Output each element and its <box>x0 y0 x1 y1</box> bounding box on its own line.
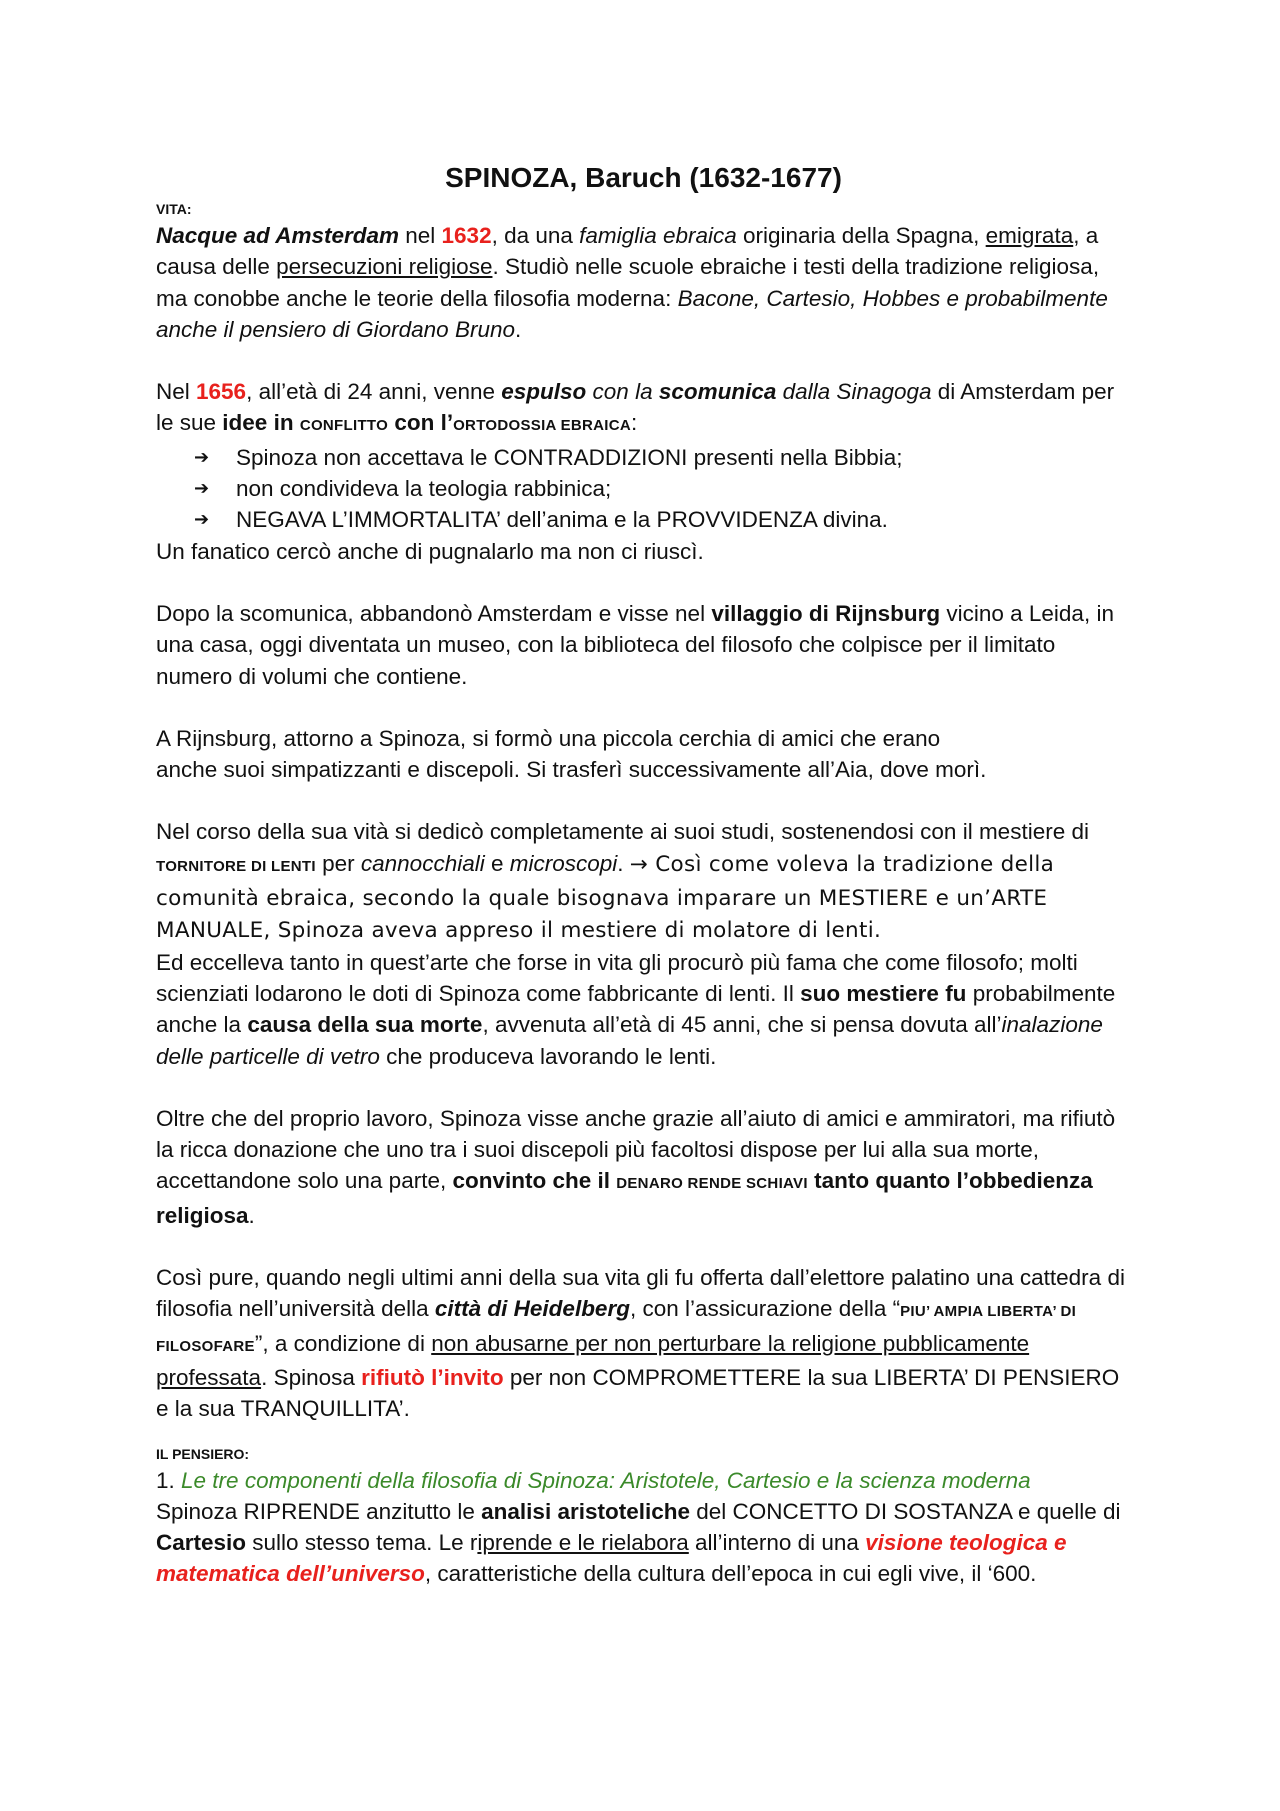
text-span: , con l’assicurazione della “ <box>629 1296 901 1322</box>
refusal-text: rifiutò l’invito <box>361 1364 504 1390</box>
text-span: ”, a condizione di <box>254 1330 432 1356</box>
paragraph-circle <box>156 723 1131 786</box>
text-span: che produceva lavorando le lenti. <box>379 1043 717 1069</box>
text-span: nel <box>399 223 442 248</box>
lens-maker-text: TORNITORE DI LENTI <box>156 857 316 875</box>
ideas-text: idee in <box>222 410 300 436</box>
money-text: DENARO RENDE SCHIAVI <box>616 1175 808 1193</box>
text-span: per <box>315 850 361 876</box>
profession-text: suo mestiere fu <box>800 980 967 1006</box>
text-span: : <box>631 410 638 436</box>
conflict-text: CONFLITTO <box>299 417 389 435</box>
text-span: del CONCETTO DI SOSTANZA e quelle di <box>690 1498 1121 1524</box>
rework-text: iprende e le rielabora <box>477 1530 689 1556</box>
arrow-icon: ➔ <box>194 446 210 468</box>
orthodoxy-text: ORTODOSSIA EBRAICA <box>453 417 632 435</box>
text-span: all’interno di una <box>688 1530 866 1556</box>
emigrata-text: emigrata <box>985 223 1074 248</box>
text-span: . <box>617 850 630 876</box>
glass-particles-text: inalazione delle particelle di vetro <box>156 1012 1103 1069</box>
text-span: anche suoi simpatizzanti e discepoli. Si trasferì successivamente all’Aia, dove morì. <box>156 757 987 783</box>
text-span: Ed eccelleva tanto in quest’arte che forse in vita gli procurò più fama che come filosofo; molti scienziati lodarono le doti di Spinoza come fabbricante di lenti. Il <box>156 949 1078 1006</box>
text-span: di Amsterdam per le sue <box>156 379 1115 436</box>
text-span: , da una <box>491 223 580 248</box>
arrow-icon: ➔ <box>194 478 210 500</box>
descartes-text: Cartesio <box>156 1530 247 1556</box>
text-span: , a causa delle <box>156 223 1099 280</box>
paragraph-lens-maker <box>156 816 1131 946</box>
spacer <box>156 1231 1131 1262</box>
text-span: Dopo la scomunica, abbandonò Amsterdam e visse nel <box>156 600 712 626</box>
paragraph-fame <box>156 947 1131 1072</box>
text-span: . Studiò nelle scuole ebraiche i testi della tradizione religiosa, ma conobbe anche le teorie della filosofia moderna: <box>156 254 1100 311</box>
birth-year: 1632 <box>441 223 492 248</box>
text-span: Nel corso della sua vità si dedicò completamente ai suoi studi, sostenendosi con il mestiere di <box>156 819 1089 845</box>
text-span: . Spinosa <box>261 1364 362 1390</box>
text-span: A Rijnsburg, attorno a Spinoza, si formò una piccola cerchia di amici che erano <box>156 725 941 751</box>
synagogue-text: dalla Sinagoga <box>776 379 932 405</box>
list-item <box>194 504 1131 535</box>
arrow-icon: ➔ <box>194 509 210 531</box>
paragraph-birth <box>156 220 1131 345</box>
text-span: con la <box>586 379 659 405</box>
spacer <box>156 785 1131 816</box>
text-span: . <box>514 316 522 342</box>
paragraph-heidelberg <box>156 1262 1131 1424</box>
philosophers-text: Bacone, Cartesio, Hobbes e probabilmente anche il pensiero di Giordano Bruno <box>156 285 1108 342</box>
text-span: e <box>484 850 510 876</box>
aristotle-text: analisi aristoteliche <box>481 1498 690 1524</box>
text-span: con l’ <box>388 410 454 436</box>
section-label-pensiero: IL PENSIERO: <box>156 1445 250 1462</box>
spacer <box>156 1072 1131 1103</box>
text-span: . <box>248 1202 255 1228</box>
document-body <box>156 158 1131 1590</box>
text-span: , avvenuta all’età di 45 anni, che si pensa dovuta all’ <box>482 1012 1002 1038</box>
telescopes-text: cannocchiali <box>360 850 485 876</box>
conviction-text: convinto che il <box>452 1168 617 1194</box>
freedom-text: PIU’ AMPIA LIBERTA’ DI FILOSOFARE <box>156 1303 1077 1355</box>
list-item-text: Spinoza non accettava le CONTRADDIZIONI presenti nella Bibbia; <box>236 444 903 470</box>
text-span: sullo stesso tema. Le r <box>246 1530 478 1556</box>
paragraph-excommunication <box>156 376 1131 442</box>
text-span: Oltre che del proprio lavoro, Spinoza visse anche grazie all’aiuto di amici e ammiratori, ma rifiutò la ricca donazione che uno tra i suoi discepoli più facoltosi dispose per lui alla sua morte, accettandone solo una parte, <box>156 1105 1116 1194</box>
excommunication-year: 1656 <box>196 379 247 405</box>
expelled-text: espulso <box>501 379 587 405</box>
text-span: Spinoza RIPRENDE anzitutto le <box>156 1498 482 1524</box>
list-item <box>194 442 1131 473</box>
paragraph-donation <box>156 1103 1131 1231</box>
subsection-heading: Le tre componenti della filosofia di Spinoza: Aristotele, Cartesio e la scienza moderna <box>181 1467 1031 1493</box>
paragraph-rijnsburg <box>156 598 1131 692</box>
family-text: famiglia ebraica <box>579 223 737 248</box>
paragraph-components <box>156 1465 1131 1590</box>
text-span: , all’età di 24 anni, venne <box>246 379 502 405</box>
birth-place-text: Nacque ad Amsterdam <box>156 223 399 248</box>
village-text: villaggio di Rijnsburg <box>711 600 941 626</box>
tradition-note: → Così come voleva la tradizione della comunità ebraica, secondo la quale bisognava imparare un MESTIERE e un’ARTE MANUALE, Spinoza aveva appreso il mestiere di molatore di lenti. <box>156 851 1055 944</box>
scomunica-text: scomunica <box>658 379 777 405</box>
text-span: probabilmente anche la <box>156 980 1116 1038</box>
reasons-list <box>156 442 1131 536</box>
list-item-text: non condivideva la teologia rabbinica; <box>236 476 612 502</box>
text-span: vicino a Leida, in una casa, oggi diventata un museo, con la biblioteca del filosofo che colpisce per il limitato numero di volumi che contiene. <box>156 600 1114 689</box>
microscopes-text: microscopi <box>509 850 618 876</box>
heading-number: 1. <box>156 1467 182 1493</box>
text-span: originaria della Spagna, <box>736 223 986 248</box>
list-item-text: NEGAVA L’IMMORTALITA’ dell’anima e la PROVVIDENZA divina. <box>236 507 888 533</box>
paragraph-fanatic: Un fanatico cercò anche di pugnalarlo ma non ci riuscì. <box>156 538 704 564</box>
text-span: Così pure, quando negli ultimi anni della sua vita gli fu offerta dall’elettore palatino una cattedra di filosofia nell’università della <box>156 1265 1125 1322</box>
spacer <box>156 692 1131 723</box>
persecution-text: persecuzioni religiose <box>276 254 493 280</box>
heidelberg-text: città di Heidelberg <box>434 1296 630 1322</box>
spacer <box>156 345 1131 376</box>
section-label-vita: VITA: <box>156 201 192 217</box>
text-span: , caratteristiche della cultura dell’epoca in cui egli vive, il ‘600. <box>424 1561 1037 1587</box>
obedience-text: tanto quanto l’obbedienza religiosa <box>156 1168 1093 1228</box>
document-title: SPINOZA, Baruch (1632-1677) <box>445 162 842 193</box>
spacer <box>156 567 1131 598</box>
text-span: Nel <box>156 379 197 405</box>
cause-of-death-text: causa della sua morte <box>247 1012 483 1038</box>
text-span: per non COMPROMETTERE la sua LIBERTA’ DI PENSIERO e la sua TRANQUILLITA’. <box>156 1364 1120 1422</box>
list-item <box>194 473 1131 504</box>
condition-text: non abusarne per non perturbare la religione pubblicamente professata <box>156 1330 1030 1390</box>
vision-text: visione teologica e matematica dell’universo <box>156 1530 1067 1587</box>
